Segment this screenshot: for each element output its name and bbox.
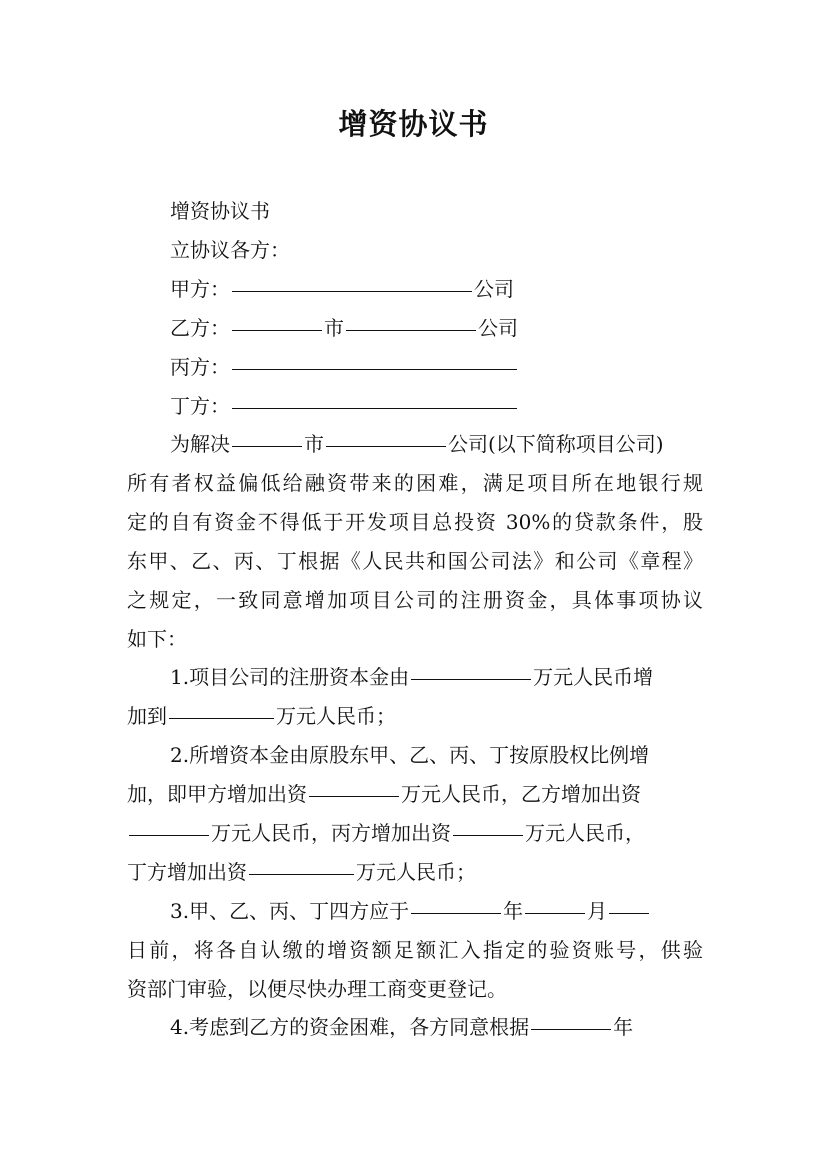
intro-title: 增资协议书 <box>170 199 270 223</box>
fill-blank <box>249 873 354 875</box>
document-title: 增资协议书 <box>338 107 489 141</box>
fill-blank <box>169 717 274 719</box>
item2-line1: 2.所增资本金由原股东甲、乙、丙、丁按原股权比例增 <box>170 743 650 767</box>
item4-line1: 4.考虑到乙方的资金困难，各方同意根据 年 <box>170 1015 634 1039</box>
party-b-line: 乙方： 市 公司 <box>170 316 518 340</box>
fill-blank <box>129 834 209 836</box>
fill-blank <box>232 445 302 447</box>
fill-blank <box>531 1028 611 1030</box>
item3-line2: 日前，将各自认缴的增资额足额汇入指定的验资账号，供验 <box>127 938 703 962</box>
fill-blank <box>411 912 501 914</box>
item3-line1: 3.甲、乙、丙、丁四方应于 年 月 <box>170 892 703 930</box>
item1-line2: 加到 万元人民币； <box>127 704 396 728</box>
para1-line5: 之规定，一致同意增加项目公司的注册资金，具体事项协议 <box>127 588 703 612</box>
fill-blank <box>232 368 517 370</box>
fill-blank <box>232 407 517 409</box>
item3-line3: 资部门审验，以便尽快办理工商变更登记。 <box>127 977 507 1001</box>
party-d-line: 丁方： <box>170 387 703 425</box>
para1-line4: 东甲、乙、丙、丁根据《人民共和国公司法》和公司《章程》 <box>127 549 703 573</box>
item2-line3: 万元人民币，丙方增加出资 万元人民币， <box>127 814 703 852</box>
fill-blank <box>346 329 476 331</box>
para1-line1: 为解决 市 公司(以下简称项目公司) <box>170 432 664 456</box>
para1-line2: 所有者权益偏低给融资带来的困难，满足项目所在地银行规 <box>127 471 703 495</box>
para1-line3: 定的自有资金不得低于开发项目总投资 30%的贷款条件，股 <box>127 510 703 534</box>
fill-blank <box>525 912 585 914</box>
fill-blank <box>232 290 472 292</box>
item1-line1: 1.项目公司的注册资本金由 万元人民币增 <box>170 665 654 689</box>
item2-line4: 丁方增加出资 万元人民币； <box>127 860 476 884</box>
fill-blank <box>609 912 649 914</box>
party-c-line: 丙方： <box>170 348 703 386</box>
parties-heading: 立协议各方： <box>170 238 290 262</box>
fill-blank <box>453 834 523 836</box>
fill-blank <box>232 329 322 331</box>
para1-line6: 如下： <box>127 627 187 651</box>
fill-blank <box>326 445 446 447</box>
fill-blank <box>309 795 399 797</box>
fill-blank <box>411 678 531 680</box>
party-a-line: 甲方： 公司 <box>170 277 514 301</box>
item2-line2: 加，即甲方增加出资 万元人民币，乙方增加出资 <box>127 782 641 806</box>
